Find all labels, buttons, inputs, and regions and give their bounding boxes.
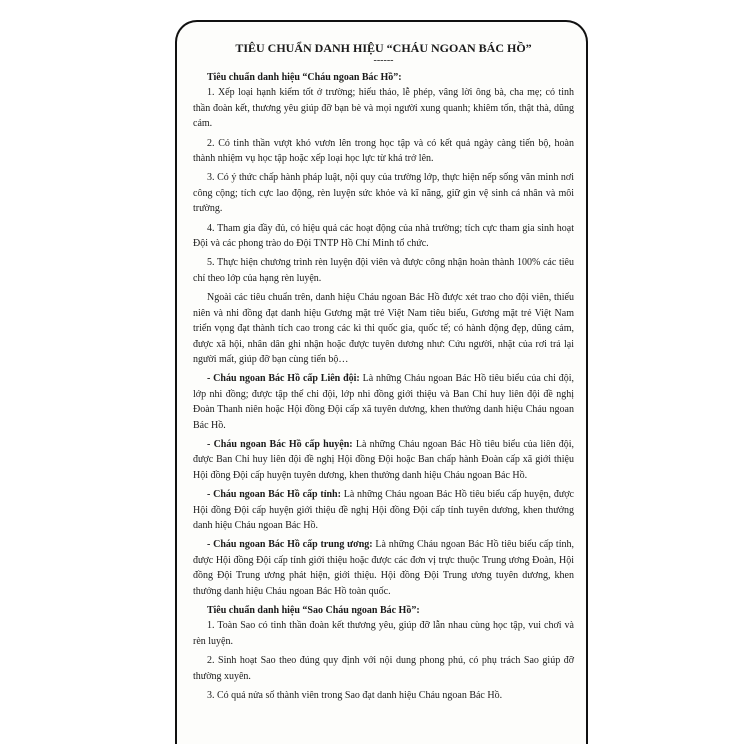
document-page	[175, 20, 588, 744]
page-content	[193, 40, 574, 707]
level-text: Là những Cháu ngoan Bác Hồ tiêu biểu cấp tỉnh, được Hội đồng Đội cấp tỉnh giới thiệu hoặc được các đơn vị trực thuộc Trung ương Đoàn, Hội đồng Đội Trung ương phát hiện, giới thiệu. Hội đồng Đội Trung ương tuyên dương, khen thưởng danh hiệu Cháu ngoan Bác Hồ toàn quốc.	[193, 539, 574, 597]
level-text: Là những Cháu ngoan Bác Hồ tiêu biểu cấp huyện, được Hội đồng Đội cấp huyện giới thiệu đề nghị Hội đồng Đội cấp tỉnh tuyên dương, khen thưởng danh hiệu Cháu ngoan Bác Hồ.	[193, 489, 574, 531]
criterion-1: 1. Xếp loại hạnh kiểm tốt ở trường; hiếu thảo, lễ phép, vâng lời ông bà, cha mẹ; có tinh thần đoàn kết, thương yêu giúp đỡ bạn bè và mọi người xung quanh; khiêm tốn, thật thà, dũng cảm.	[193, 87, 574, 130]
level-text: Là những Cháu ngoan Bác Hồ tiêu biểu của chi đội, lớp nhi đồng; được tập thể chi đội, lớp nhi đồng giới thiệu và Ban Chỉ huy liên đội đề nghị Đoàn Thanh niên hoặc Hội đồng Đội cấp xã tuyên dương, khen thưởng danh hiệu Cháu ngoan Bác Hồ.	[193, 373, 574, 431]
section-heading-sao: Tiêu chuẩn danh hiệu “Sao Cháu ngoan Bác Hồ”:	[207, 605, 420, 616]
criterion-4: 4. Tham gia đầy đủ, có hiệu quả các hoạt động của nhà trường; tích cực tham gia sinh hoạt Đội và các phong trào do Đội TNTP Hồ Chí Minh tổ chức.	[193, 222, 574, 250]
criterion-3: 3. Có ý thức chấp hành pháp luật, nội quy của trường lớp, thực hiện nếp sống văn minh nơi công cộng; tích cực lao động, rèn luyện sức khỏe và kĩ năng, giữ gìn vệ sinh cá nhân và môi trường.	[193, 172, 574, 215]
criterion-2: 2. Có tinh thần vượt khó vươn lên trong học tập và có kết quả ngày càng tiến bộ, hoàn thành nhiệm vụ học tập hoặc xếp loại học lực từ khá trở lên.	[193, 137, 574, 165]
level-tinh	[193, 487, 574, 533]
level-lien-doi	[193, 371, 574, 433]
level-text: Là những Cháu ngoan Bác Hồ tiêu biểu của liên đội, được Ban Chỉ huy liên đội đề nghị Hội đồng Đội hoặc Ban chấp hành Đoàn cấp xã giới thiệu Hội đồng Đội cấp huyện tuyên dương, khen thưởng danh hiệu Cháu ngoan Bác Hồ.	[193, 438, 574, 481]
level-trung-uong	[193, 537, 574, 599]
section-heading-chau-ngoan: Tiêu chuẩn danh hiệu “Cháu ngoan Bác Hồ”:	[207, 72, 402, 83]
title-divider: ------	[373, 55, 394, 66]
star-criterion-1: 1. Toàn Sao có tinh thần đoàn kết thương yêu, giúp đỡ lẫn nhau cùng học tập, vui chơi và rèn luyện.	[193, 620, 574, 647]
level-label: - Cháu ngoan Bác Hồ cấp huyện:	[207, 438, 353, 450]
level-huyen	[193, 437, 574, 483]
star-criterion-3: 3. Có quá nửa số thành viên trong Sao đạt danh hiệu Cháu ngoan Bác Hồ.	[207, 690, 503, 702]
page-title: TIÊU CHUẨN DANH HIỆU “CHÁU NGOAN BÁC HỒ”	[235, 41, 532, 55]
intro-paragraph: Ngoài các tiêu chuẩn trên, danh hiệu Cháu ngoan Bác Hồ được xét trao cho đội viên, thiếu niên và nhi đồng đạt danh hiệu Gương mặt trẻ Việt Nam tiêu biểu, Gương mặt trẻ Việt Nam triển vọng đạt thành tích cao trong các kì thi quốc gia, quốc tế; có hành động đẹp, dũng cảm, được xã hội, nhân dân ghi nhận hoặc được tuyên dương như: Cứu người, nhặt của rơi trả lại người mất, giúp đỡ bạn cùng tiến bộ…	[193, 292, 574, 365]
level-label: - Cháu ngoan Bác Hồ cấp trung ương:	[207, 539, 373, 551]
star-criterion-2: 2. Sinh hoạt Sao theo đúng quy định với nội dung phong phú, có phụ trách Sao giúp đỡ thường xuyên.	[193, 655, 574, 682]
criterion-5: 5. Thực hiện chương trình rèn luyện đội viên và được công nhận hoàn thành 100% các tiêu chí theo lớp của hạng rèn luyện.	[193, 257, 574, 284]
level-label: - Cháu ngoan Bác Hồ cấp tỉnh:	[207, 489, 341, 501]
level-label: - Cháu ngoan Bác Hồ cấp Liên đội:	[207, 373, 360, 385]
